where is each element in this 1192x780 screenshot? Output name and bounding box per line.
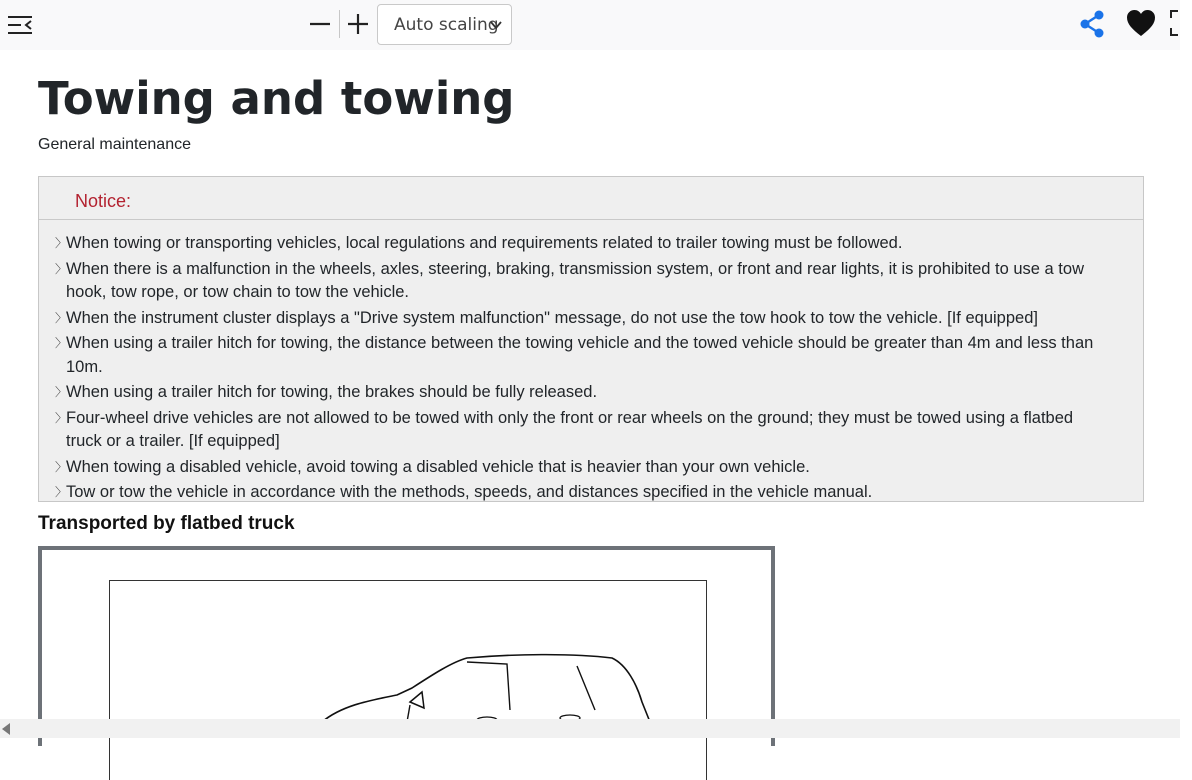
notice-title: Notice: (75, 190, 132, 211)
bullet-icon: 〉 (55, 261, 68, 276)
list-item (55, 481, 1113, 505)
bullet-icon: 〉 (55, 336, 68, 350)
sidebar-toggle-button[interactable] (6, 12, 34, 38)
notice-item-text: When towing or transporting vehicles, local regulations and requirements related to trailer towing must be followed. (66, 234, 903, 252)
share-button[interactable] (1076, 8, 1108, 40)
bullet-icon: 〉 (55, 385, 68, 399)
notice-item-text: When the instrument cluster displays a "Drive system malfunction" message, do not use the tow hook to tow the vehicle. [If equipped] (66, 308, 1038, 327)
list-item (55, 332, 1113, 379)
bullet-icon: 〉 (55, 485, 68, 499)
bullet-icon: 〉 (55, 459, 68, 474)
notice-item-text: When there is a malfunction in the wheels, axles, steering, braking, transmission system, or front and rear lights, it is prohibited to use a tow hook, tow rope, or tow chain to tow the vehicle. (66, 259, 1084, 301)
list-item (55, 407, 1113, 454)
list-item (55, 381, 1113, 405)
list-item (55, 232, 1113, 256)
notice-box (38, 176, 1144, 502)
heart-icon (1126, 9, 1156, 37)
notice-list (39, 220, 1143, 505)
notice-item-text: When towing a disabled vehicle, avoid towing a disabled vehicle that is heavier than your own vehicle. (66, 457, 810, 476)
flatbed-illustration (38, 546, 775, 746)
notice-item-text: When using a trailer hitch for towing, the brakes should be fully released. (66, 383, 598, 401)
toolbar-divider (339, 10, 340, 38)
zoom-scale-value: Auto scaling (394, 14, 499, 35)
bullet-icon: 〉 (55, 410, 68, 425)
plus-icon (347, 13, 369, 35)
fullscreen-icon (1170, 9, 1192, 37)
list-item (55, 307, 1113, 331)
chevron-down-icon (489, 18, 503, 32)
share-icon (1077, 9, 1107, 39)
zoom-out-button[interactable] (306, 10, 334, 38)
bullet-icon: 〉 (55, 236, 68, 250)
menu-collapse-icon (7, 14, 33, 36)
notice-item-text: When using a trailer hitch for towing, the distance between the towing vehicle and the towed vehicle should be greater than 4m and less than 10m. (66, 334, 1094, 376)
list-item (55, 456, 1113, 480)
notice-header (39, 177, 1143, 220)
scroll-left-arrow-icon[interactable] (1, 723, 11, 735)
minus-icon (309, 13, 331, 35)
horizontal-scrollbar[interactable] (0, 719, 1180, 738)
zoom-scale-select[interactable] (377, 4, 512, 45)
section-heading: Transported by flatbed truck (38, 513, 295, 534)
page-subtitle: General maintenance (38, 136, 191, 153)
notice-item-text: Four-wheel drive vehicles are not allowed to be towed with only the front or rear wheels on the ground; they must be towed using a flatbed truck or a trailer. [If equipped] (66, 408, 1074, 450)
list-item (55, 258, 1113, 305)
favorite-button[interactable] (1124, 6, 1158, 40)
fullscreen-button[interactable] (1170, 8, 1182, 38)
bullet-icon: 〉 (55, 310, 68, 325)
page-title: Towing and towing (38, 72, 515, 125)
zoom-in-button[interactable] (344, 10, 372, 38)
notice-item-text: Tow or tow the vehicle in accordance with the methods, speeds, and distances specified in the vehicle manual. (66, 483, 873, 501)
viewer-toolbar (0, 0, 1180, 50)
